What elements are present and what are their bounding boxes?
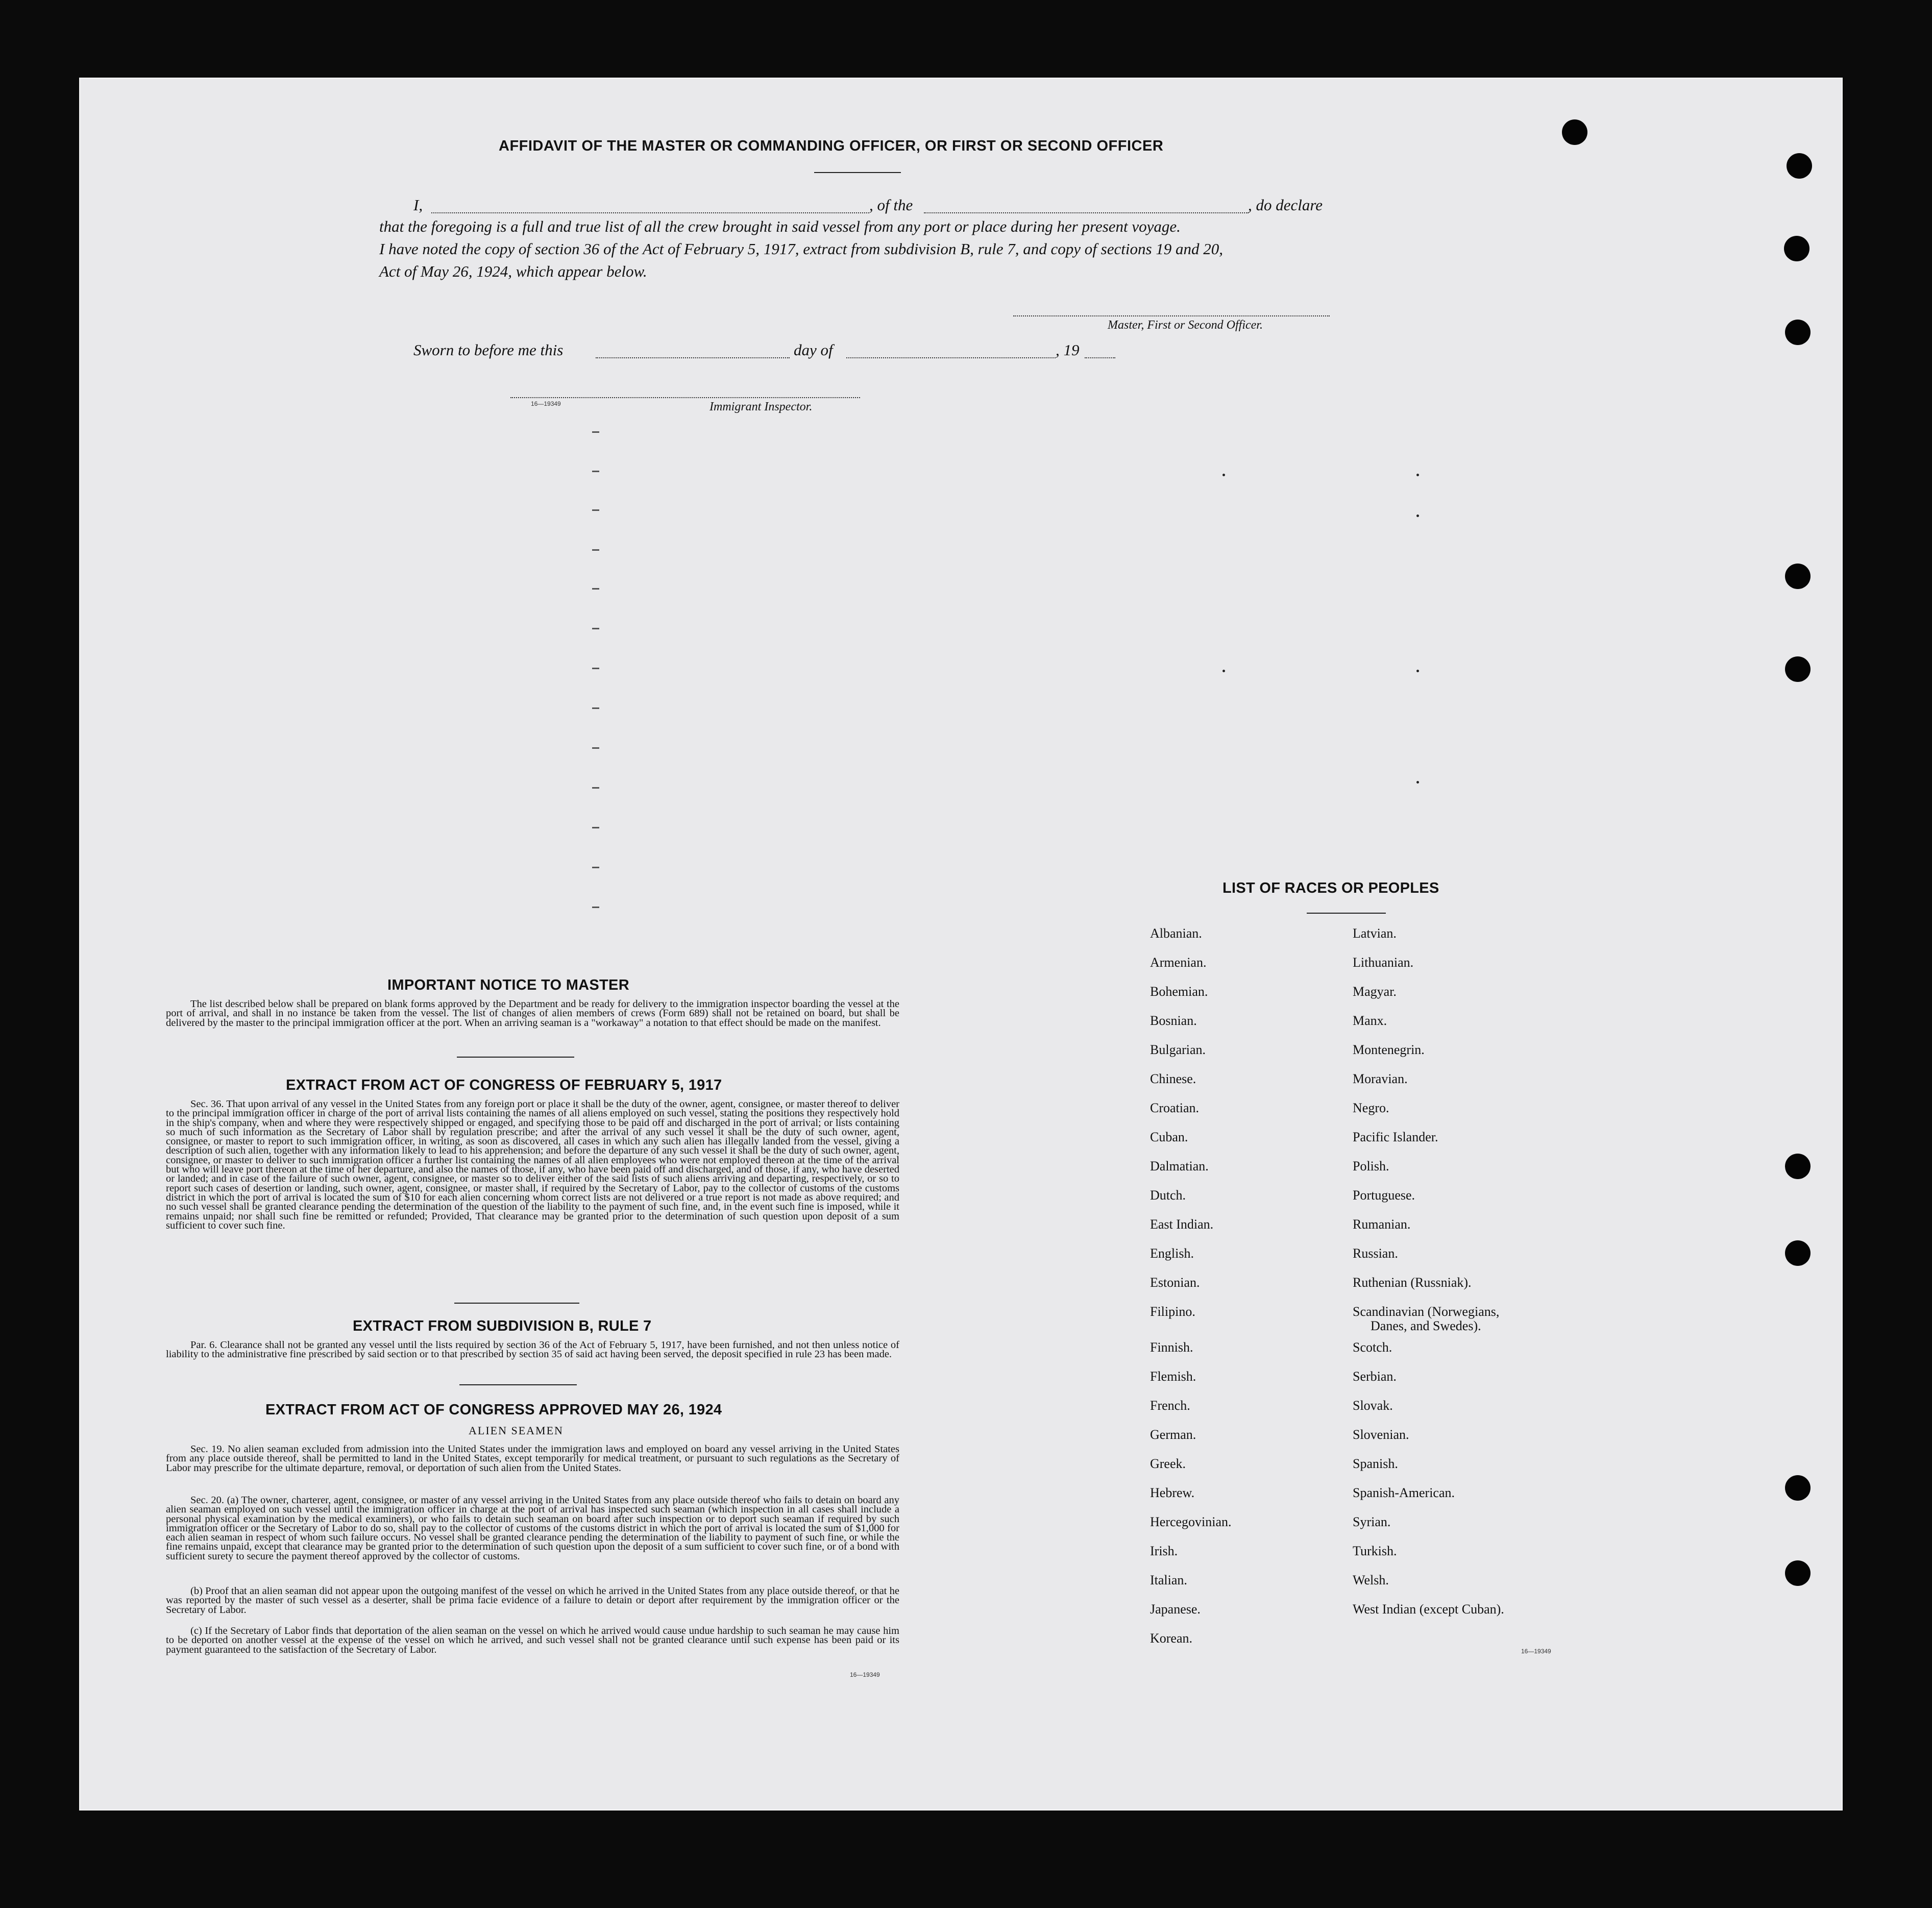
race-item: Lithuanian. — [1353, 955, 1414, 970]
affidavit-line4: Act of May 26, 1924, which appear below. — [379, 262, 647, 280]
sworn-start: Sworn to before me this — [413, 341, 564, 359]
race-item: English. — [1150, 1246, 1194, 1261]
race-item: Dutch. — [1150, 1188, 1186, 1203]
affidavit-line3: I have noted the copy of section 36 of the Act of February 5, 1917, extract from subdivision B, rule 7, and copy of sections 19 and 20, — [379, 240, 1224, 258]
binder-hole — [1785, 564, 1811, 589]
race-item: Bulgarian. — [1150, 1042, 1206, 1057]
race-item: Scandinavian (Norwegians, — [1353, 1304, 1500, 1319]
race-item: Chinese. — [1150, 1071, 1196, 1086]
race-item: Albanian. — [1150, 926, 1202, 941]
race-item: Slovak. — [1353, 1398, 1393, 1413]
inspector-blank[interactable] — [510, 397, 860, 398]
extract-1924-subtitle: ALIEN SEAMEN — [469, 1424, 564, 1437]
race-item: Ruthenian (Russniak). — [1353, 1275, 1472, 1290]
notice-title: IMPORTANT NOTICE TO MASTER — [387, 977, 629, 993]
binder-hole — [1785, 1560, 1811, 1586]
title-rule — [814, 172, 901, 173]
binder-hole — [1785, 320, 1811, 345]
race-item: Slovenian. — [1353, 1427, 1409, 1442]
race-item: Irish. — [1150, 1544, 1178, 1558]
binder-hole — [1785, 1154, 1811, 1179]
race-item: Bosnian. — [1150, 1013, 1197, 1028]
races-rule — [1307, 913, 1386, 914]
bleed-mark — [592, 867, 599, 868]
binder-hole — [1785, 656, 1811, 682]
race-item: Greek. — [1150, 1456, 1186, 1471]
extract-1917-rule — [454, 1303, 579, 1304]
form-number-races: 16—19349 — [1521, 1648, 1551, 1655]
race-item: Estonian. — [1150, 1275, 1200, 1290]
race-item: Croatian. — [1150, 1100, 1200, 1115]
bleed-mark — [592, 549, 599, 551]
race-item: Montenegrin. — [1353, 1042, 1425, 1057]
year-blank[interactable] — [1085, 357, 1115, 358]
bleed-mark — [1222, 474, 1225, 476]
affidavit-line1-start: I, — [413, 196, 423, 214]
binder-hole — [1787, 153, 1812, 179]
race-item: Magyar. — [1353, 984, 1397, 999]
extract-1924-sec20c: (c) If the Secretary of Labor finds that deportation of the alien seaman on the vessel on which he arrived would cause undue hardship to such seaman he may cause him to be deported on another vessel at the expense of the vessel on which he arrived, and such vessel shall not be granted clearance until such expense has been paid or its payment guaranteed to the satisfaction of the Secretary of Labor. — [166, 1625, 899, 1655]
binder-hole — [1785, 1475, 1811, 1501]
race-item: Hercegovinian. — [1150, 1514, 1232, 1529]
form-number-top: 16—19349 — [531, 400, 561, 407]
signature-label: Master, First or Second Officer. — [1108, 319, 1263, 332]
bleed-mark — [592, 509, 599, 511]
bleed-mark — [592, 668, 599, 669]
extract-1917-text: Sec. 36. That upon arrival of any vessel in the United States from any foreign port or place it shall be the duty of the owner, agent, consignee, or master thereof to deliver to the principal immigration officer in charge of the port of arrival lists containing the names of all aliens employed on such vessel, stating the positions they respectively hold in the ship's company, when and where they were respectively shipped or engaged, and specifying those to be paid off and discharged in the port of arrival; or lists containing so much of such information as the Secretary of Labor shall by regulation prescribe; and after the arrival of any such vessel it shall be the duty of such owner, agent, consignee, or master to report to such immigration officer, in writing, as soon as discovered, all cases in which any such alien has illegally landed from the vessel, giving a description of such alien, together with any information likely to lead to his apprehension; and before the departure of any such vessel it shall be the duty of such owner, agent, consignee, or master to deliver to such immigration officer a further list containing the names of all alien employees who were not employed thereon at the time of the arrival but who will leave port thereon at the time of her departure, and also the names of those, if any, who have been paid off and discharged, and of those, if any, who have deserted or landed; and in case of the failure of such owner, agent, consignee, or master so to deliver either of the said lists of such aliens arriving and departing, respectively, or so to report such cases of desertion or landing, such owner, agent, consignee, or master shall, if required by the Secretary of Labor, pay to the collector of customs of the customs district in which the port of arrival is located the sum of $10 for each alien concerning whom correct lists are not delivered or a true report is not made as above required; and no such vessel shall be granted clearance pending the determination of the question of the liability to the payment of such fine, and, in the event such fine is imposed, while it remains unpaid; nor shall such fine be remitted or refunded; Provided, That clearance may be granted prior to the determination of such question upon deposit of a sum sufficient to cover such fine. — [166, 1098, 899, 1231]
name-blank[interactable] — [431, 212, 869, 213]
race-item: Scotch. — [1353, 1340, 1392, 1355]
extract-1924-title: EXTRACT FROM ACT OF CONGRESS APPROVED MAY 26, 1924 — [265, 1402, 722, 1418]
race-item: Italian. — [1150, 1573, 1187, 1587]
affidavit-title: AFFIDAVIT OF THE MASTER OR COMMANDING OFFICER, OR FIRST OR SECOND OFFICER — [499, 138, 1164, 154]
race-item: Filipino. — [1150, 1304, 1195, 1319]
race-item: Negro. — [1353, 1100, 1389, 1115]
race-item: Bohemian. — [1150, 984, 1208, 999]
bleed-mark — [1416, 670, 1419, 672]
bleed-mark — [592, 827, 599, 828]
extract-1924-sec20a: Sec. 20. (a) The owner, charterer, agent, consignee, or master of any vessel arriving in the United States from any place outside thereof who fails to detain on board any alien seaman employed on such vessel until the immigration officer in charge at the port of arrival has inspected such seaman (which inspection in all cases shall include a personal physical examination by the medical examiners), or who fails to detain such seaman on board after such inspection or to deport such seaman if required by such immigration officer or the Secretary of Labor to do so, shall pay to the collector of customs of the customs district in which the port of arrival is located the sum of $1,000 for each alien seaman in respect of whom such failure occurs. No vessel shall be granted clearance pending the determination of the liability to payment of such fine, or while the fine remains unpaid, except that clearance may be granted prior to the determination of such question upon the deposit of a sum sufficient to cover such fine, or of a bond with sufficient surety to secure the payment thereof approved by the collector of customs. — [166, 1495, 899, 1562]
race-item: German. — [1150, 1427, 1196, 1442]
signature-blank[interactable] — [1013, 315, 1330, 316]
extract-rule7-title: EXTRACT FROM SUBDIVISION B, RULE 7 — [353, 1318, 652, 1334]
race-item: Turkish. — [1353, 1544, 1397, 1558]
bleed-mark — [1416, 515, 1419, 517]
race-item: East Indian. — [1150, 1217, 1214, 1232]
affidavit-line1-mid: , of the — [869, 196, 913, 214]
race-item: Portuguese. — [1353, 1188, 1415, 1203]
sworn-end: , 19 — [1056, 341, 1080, 359]
binder-hole — [1785, 1240, 1811, 1266]
extract-1917-title: EXTRACT FROM ACT OF CONGRESS OF FEBRUARY 5, 1917 — [286, 1077, 722, 1093]
extract-1924-sec19: Sec. 19. No alien seaman excluded from admission into the United States under the immigration laws and employed on board any vessel arriving in the United States from any place outside thereof, shall be permitted to land in the United States, except temporarily for medical treatment, or pursuant to such regulations as the Secretary of Labor may prescribe for the ultimate departure, removal, or deportation of such alien from the United States. — [166, 1444, 899, 1474]
race-item: Polish. — [1353, 1159, 1389, 1173]
day-blank[interactable] — [596, 357, 790, 358]
bleed-mark — [1222, 670, 1225, 672]
extract-rule7-rule — [459, 1384, 577, 1385]
race-item: Serbian. — [1353, 1369, 1397, 1384]
sworn-mid: day of — [794, 341, 833, 359]
race-item: Rumanian. — [1353, 1217, 1411, 1232]
race-item: Latvian. — [1353, 926, 1397, 941]
extract-rule7-text: Par. 6. Clearance shall not be granted any vessel until the lists required by section 36 of the Act of February 5, 1917, have been furnished, and not then unless notice of liability to the administrative fine prescribed by said section or to that prescribed by section 35 of said act having been served, the deposit specified in rule 23 has been made. — [166, 1339, 899, 1360]
inspector-label: Immigrant Inspector. — [710, 400, 813, 413]
bleed-mark — [592, 588, 599, 590]
month-blank[interactable] — [846, 357, 1056, 358]
bleed-mark — [592, 431, 599, 433]
race-item: Hebrew. — [1150, 1485, 1195, 1500]
form-number-bottom-left: 16—19349 — [850, 1671, 880, 1678]
race-item: Pacific Islander. — [1353, 1130, 1438, 1144]
race-item: Welsh. — [1353, 1573, 1389, 1587]
notice-rule — [457, 1057, 574, 1058]
race-item: French. — [1150, 1398, 1190, 1413]
affidavit-line1-end: , do declare — [1248, 196, 1323, 214]
race-item: Syrian. — [1353, 1514, 1391, 1529]
race-item: Dalmatian. — [1150, 1159, 1209, 1173]
binder-hole — [1784, 236, 1809, 261]
bleed-mark — [592, 747, 599, 749]
race-item: Cuban. — [1150, 1130, 1188, 1144]
race-item: Finnish. — [1150, 1340, 1193, 1355]
bleed-mark — [1416, 781, 1419, 784]
bleed-mark — [592, 628, 599, 629]
notice-text: The list described below shall be prepared on blank forms approved by the Department and be ready for delivery to the immigration inspector boarding the vessel at the port of arrival, and shall in no instance be taken from the vessel. The list of changes of alien members of crews (Form 689) shall not be retained on board, but shall be delivered by the master to the principal immigration officer at the port. When an arriving seaman is a "workaway" a notation to that effect should be made on the manifest. — [166, 998, 899, 1029]
race-item: Japanese. — [1150, 1602, 1201, 1617]
races-title: LIST OF RACES OR PEOPLES — [1222, 880, 1439, 896]
race-item: Flemish. — [1150, 1369, 1196, 1384]
race-item: Armenian. — [1150, 955, 1207, 970]
race-item: Spanish. — [1353, 1456, 1398, 1471]
extract-1924-sec20b: (b) Proof that an alien seaman did not appear upon the outgoing manifest of the vessel on which he arrived in the United States from any place outside thereof, or that he was reported by the master of such vessel as a deserter, shall be prima facie evidence of a failure to detain or deport after requirement by the immigration officer or the Secretary of Labor. — [166, 1585, 899, 1616]
bleed-mark — [592, 907, 599, 908]
bleed-mark — [592, 707, 599, 709]
race-item: Russian. — [1353, 1246, 1398, 1261]
affidavit-line2: that the foregoing is a full and true list of all the crew brought in said vessel from any port or place during her present voyage. — [379, 217, 1181, 235]
race-item: Moravian. — [1353, 1071, 1408, 1086]
race-item: Korean. — [1150, 1631, 1193, 1646]
race-item: Manx. — [1353, 1013, 1387, 1028]
bleed-mark — [1416, 474, 1419, 476]
race-item: Spanish-American. — [1353, 1485, 1455, 1500]
document-page — [79, 78, 1843, 1811]
bleed-mark — [592, 787, 599, 789]
vessel-blank[interactable] — [924, 212, 1249, 213]
race-item: Danes, and Swedes). — [1371, 1318, 1481, 1333]
binder-hole — [1562, 119, 1587, 145]
bleed-mark — [592, 471, 599, 472]
race-item: West Indian (except Cuban). — [1353, 1602, 1504, 1617]
